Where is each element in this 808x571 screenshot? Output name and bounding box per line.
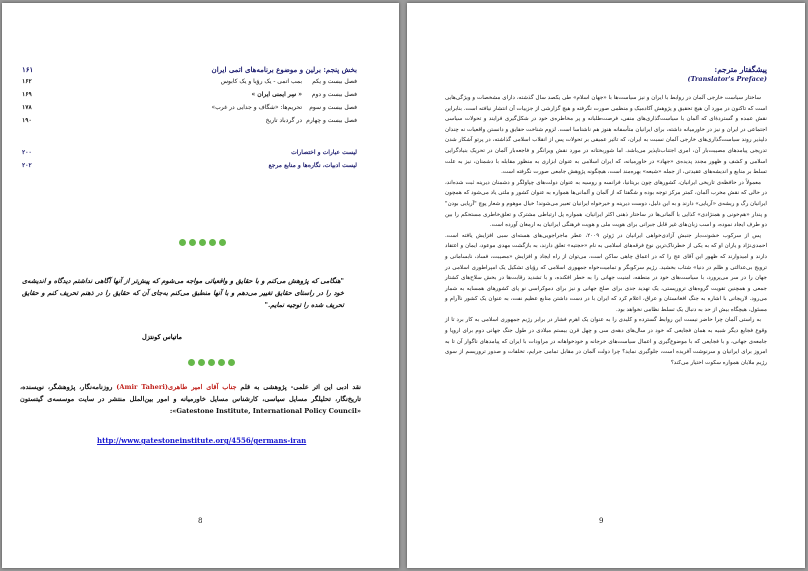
toc-row-chapter: فصل بیست و دوم [311, 91, 357, 98]
toc-row [22, 104, 357, 111]
green-dot-icon [208, 359, 215, 366]
toc-row-chapter: فصل بیست و سوم [309, 104, 357, 111]
toc-list-page: ۲۰۰ [22, 149, 32, 156]
preface-title: پیشگفتار مترجم: [714, 65, 767, 74]
green-dot-icon [209, 239, 216, 246]
gatestone-link[interactable]: http://www.gatestoneinstitute.org/4556/germans-iran [97, 436, 307, 445]
dot-divider [179, 239, 226, 246]
green-dot-icon [198, 359, 205, 366]
page-right [407, 3, 805, 568]
green-dot-icon [218, 359, 225, 366]
page-number: 8 [198, 517, 203, 525]
toc-row-title: بمب اتمی - یک رؤیا و یک کابوس [220, 78, 302, 85]
toc-list-row [22, 162, 357, 169]
toc-row-title: تحریم‌ها: «شگاف و جدایی در غرب» [211, 104, 302, 111]
preface-paragraph: پس از سرکوب خشونت‌بار جنبش آزادی‌خواهی ایرانیان در ژوئن ۲۰۰۹، عطر ماجراجویی‌های هسته‌ای سبی افزایش یافته است. احمدی‌نژاد و یاران او که به یکی از خطرناک‌ترین نوع فرقه‌های اسلامی به نام «حجتیه» تعلق دارند، به بازگشت مهدی موعود، ایمان و اعتقاد دارند و امیدوارند که ظهور این آقای عج را که در اعماق چاهی ساکن است، می‌توان از راه ایجاد و افزایش «مصیبت، فساد، نابسامانی و ترویج بی‌عدالتی و ظلم در دنیا» شتاب بخشید. رژیم سرکوبگر و تمامیت‌خواه جمهوری اسلامی که رؤیای تشکیل یک امپراطوری اسلامی در جهان را در سر می‌پرورد، با سیاست‌های خود در منطقه، امنیت جهانی را به خطر افکنده، و با تشدید رقابت‌ها در بخش سلاح‌های کشتار جمعی و همچنین تقویت گروه‌های تروریستی، یک تهدید جدی برای صلح جهانی و نیز برای دموکراسی نو پای کشورهای همسایه به شمار می‌رود. لاریجانی با اشاره به جنگ افغانستان و عراق، اعلام کرد که ایران با در دست داشتن منابع عظیم نفت، به عنوان یک کشور ناآرام و مسئول، هیچگاه بیش از حد به دنبال یک تسلط نظامی نخواهد بود. [445, 232, 767, 313]
page-number: 9 [599, 517, 604, 525]
credit-intro: نقد ادبی این اثر علمی- پژوهشی به قلم [236, 383, 361, 391]
toc-row-title: در گردباد تاریخ [265, 117, 302, 124]
review-credit [20, 381, 361, 417]
toc-row [22, 78, 357, 85]
toc-row-chapter: فصل بیست و یکم [312, 78, 357, 85]
toc-list-title: لیست ادبیات، نگاره‌ها و منابع مرجع [268, 162, 357, 169]
toc-section-page: ۱۶۱ [22, 65, 34, 74]
green-dot-icon [179, 239, 186, 246]
toc-row-chapter: فصل بیست و چهارم [306, 117, 357, 124]
epigraph-author: ماتیاس کونتزل [142, 333, 182, 341]
green-dot-icon [189, 239, 196, 246]
toc-section-header [22, 65, 357, 74]
preface-subtitle: (Translator's Preface) [687, 75, 767, 83]
toc-section-title: بخش پنجم: برلین و موضوع برنامه‌های اتمی ایران [211, 65, 357, 74]
green-dot-icon [219, 239, 226, 246]
credit-author-name: جناب آقای امیر طاهری(Amir Taheri) [116, 383, 237, 391]
toc-row [22, 117, 357, 124]
preface-paragraph: معمولاً در حافظه‌ی تاریخی ایرانیان، کشورهای چون بریتانیا، فرانسه و روسیه به عنوان دولت‌های چپاولگر و دشمنان دیرینه ثبت شده‌اند، در حالی که نقش مخرب آلمان، کمتر مرکز توجه بوده و شگفتا که از آلمان و آلمانی‌ها همواره به عنوان کشور و ملتی یاد می‌شود که همچون ایرانیان رگ و ریشه‌ی «آریایی» دارند و به این دلیل، دوست دیرینه و خیرخواه ایرانیان تعبیر می‌شوند! خیال موهوم و شعار پوچ "آریایی بودن" و پندار «هم‌خونی و همنژادی» کذایی با آلمانی‌ها در ساختار ذهنی اکثر ایرانیان، همواره پل ارتباطی مشترک و تعلق‌خاطری مستحکم را بین دو طرف ایجاد نموده، و اسب زبان‌های غیر قابل جبرانی برای هویت ملی و هویت فرهنگی ایرانیان به ارمغان آورده است. [445, 179, 767, 229]
toc-row [22, 91, 357, 98]
dot-divider [188, 359, 235, 366]
preface-paragraph: ساختار سیاست خارجی آلمان در روابط با ایران و نیز سیاست‌ها با «جهان اسلام» طی یکصد سال گذشته، دارای مشخصات و ویژگی‌هایی است که تاکنون در مورد آن هیچ تحقیق و پژوهش آکادمیک و منظمی صورت نگرفته و هیچ گزارشی از جزییات آن انتشار نیافته است. بنابراین نقش عمده و گستردهٔ‌ای که آلمان با سیاست‌گذاری‌های منفی، فرصت‌طلبانه و پر مخاطره‌ی خود در شکل‌گیری فرایند و تحولات سیاسی اجتماعی در ایران و نیز در خاورمیانه داشته، برای ایرانیان متأسفانه هنوز هم ناشناسا است. لزوم شناخت حقایق و دانستن واقعیات نه چندان دلپذیر روند سیاست‌گذاری‌های خارجی آلمان نسبت به ایران، که تاثیر عمیقی بر تحولات پس از انقلاب اسلامی گذاشته، در پرتو آشکار شدن تدریجی پیامدهای مصیبت‌بار آن، امری اجتناب‌ناپذیر می‌باشد. اما شوربختانه در مورد نقش ویرانگر و فاجعه‌بار آلمان در تحریک بنیادگرایی اسلامی و کشف و ظهور مجدد پدیده‌ی «جهاد» در خاورمیانه، که ایران اسلامی به عنوان ابزاری به منظور مقابله با دشمنان، نیز به علت تسلط بر منابع و اندیشه‌های عقیدتی، از جمله «شیعه» بهره‌مند است، هیچگونه پژوهش جامعی صورت نگرفته است. [445, 95, 767, 176]
toc-row-page: ۱۶۲ [22, 78, 32, 85]
preface-paragraph: به راستی آلمان چرا حاضر نیست این روابط گسترده و کلیدی را به عنوان یک اهرم فشار در برابر رژیم جمهوری اسلامی به کار برد تا از وقوع فجایع دیگر شبیه به همان فجایعی که خود در سال‌های دهه‌ی سی و چهل قرن بیستم میلادی در طول جنگ جهانی دوم برای اروپا و جامعه‌ی جهانی، و با فجایعی که با موضوع‌گیری و اعمال سیاست‌های خرجانه و خودخواهانه در مراودات با ایران که پیامدهای ناگوار آن تا به امروز برای ایرانیان و سرنوشت آفریده است، جلوگیری نماید؟ چرا دولت آلمان در مقابل تمامی جرایم، تخلفات و صدور تروریسم از سوی رژیم ملایان همواره سکوت اختیار می‌کند؟ [445, 317, 767, 366]
green-dot-icon [199, 239, 206, 246]
toc-list-row [22, 149, 357, 156]
credit-description: روزنامه‌نگار، پژوهشگر، نویسنده، تاریخ‌نگار، تحلیلگر مسایل سیاسی، کارشناس مسایل خاورمیانه و امور بین‌الملل منتشر در سایت موسسه‌ی گیتستون «Gatestone Institute, International Policy Council»: [20, 383, 361, 415]
preface-body [445, 93, 767, 368]
toc-row-page: ۱۷۸ [22, 104, 32, 111]
epigraph-quote: "هنگامی که پژوهش می‌کنم و با حقایق و واقعیاتی مواجه می‌شوم که پیش‌تر از آنها آگاهی نداشتم دیدگاه و اندیشه‌ی خود را در راستای حقایق تغییر می‌دهم و با آنها منطبق می‌کنم به‌جای آن که حقایق را در ذهنم تحریف کنم و حقایق تحریف شده را توجیه نمایم." [22, 277, 344, 309]
green-dot-icon [188, 359, 195, 366]
toc-list-page: ۲۰۲ [22, 162, 32, 169]
toc-row-page: ۱۹۰ [22, 117, 32, 124]
toc-row-title: « سِر ایمنی ایران » [251, 91, 302, 98]
green-dot-icon [228, 359, 235, 366]
toc-list-title: لیست عبارات و اختصارات [291, 149, 357, 156]
page-left [2, 3, 399, 568]
toc-row-page: ۱۶۹ [22, 91, 32, 98]
